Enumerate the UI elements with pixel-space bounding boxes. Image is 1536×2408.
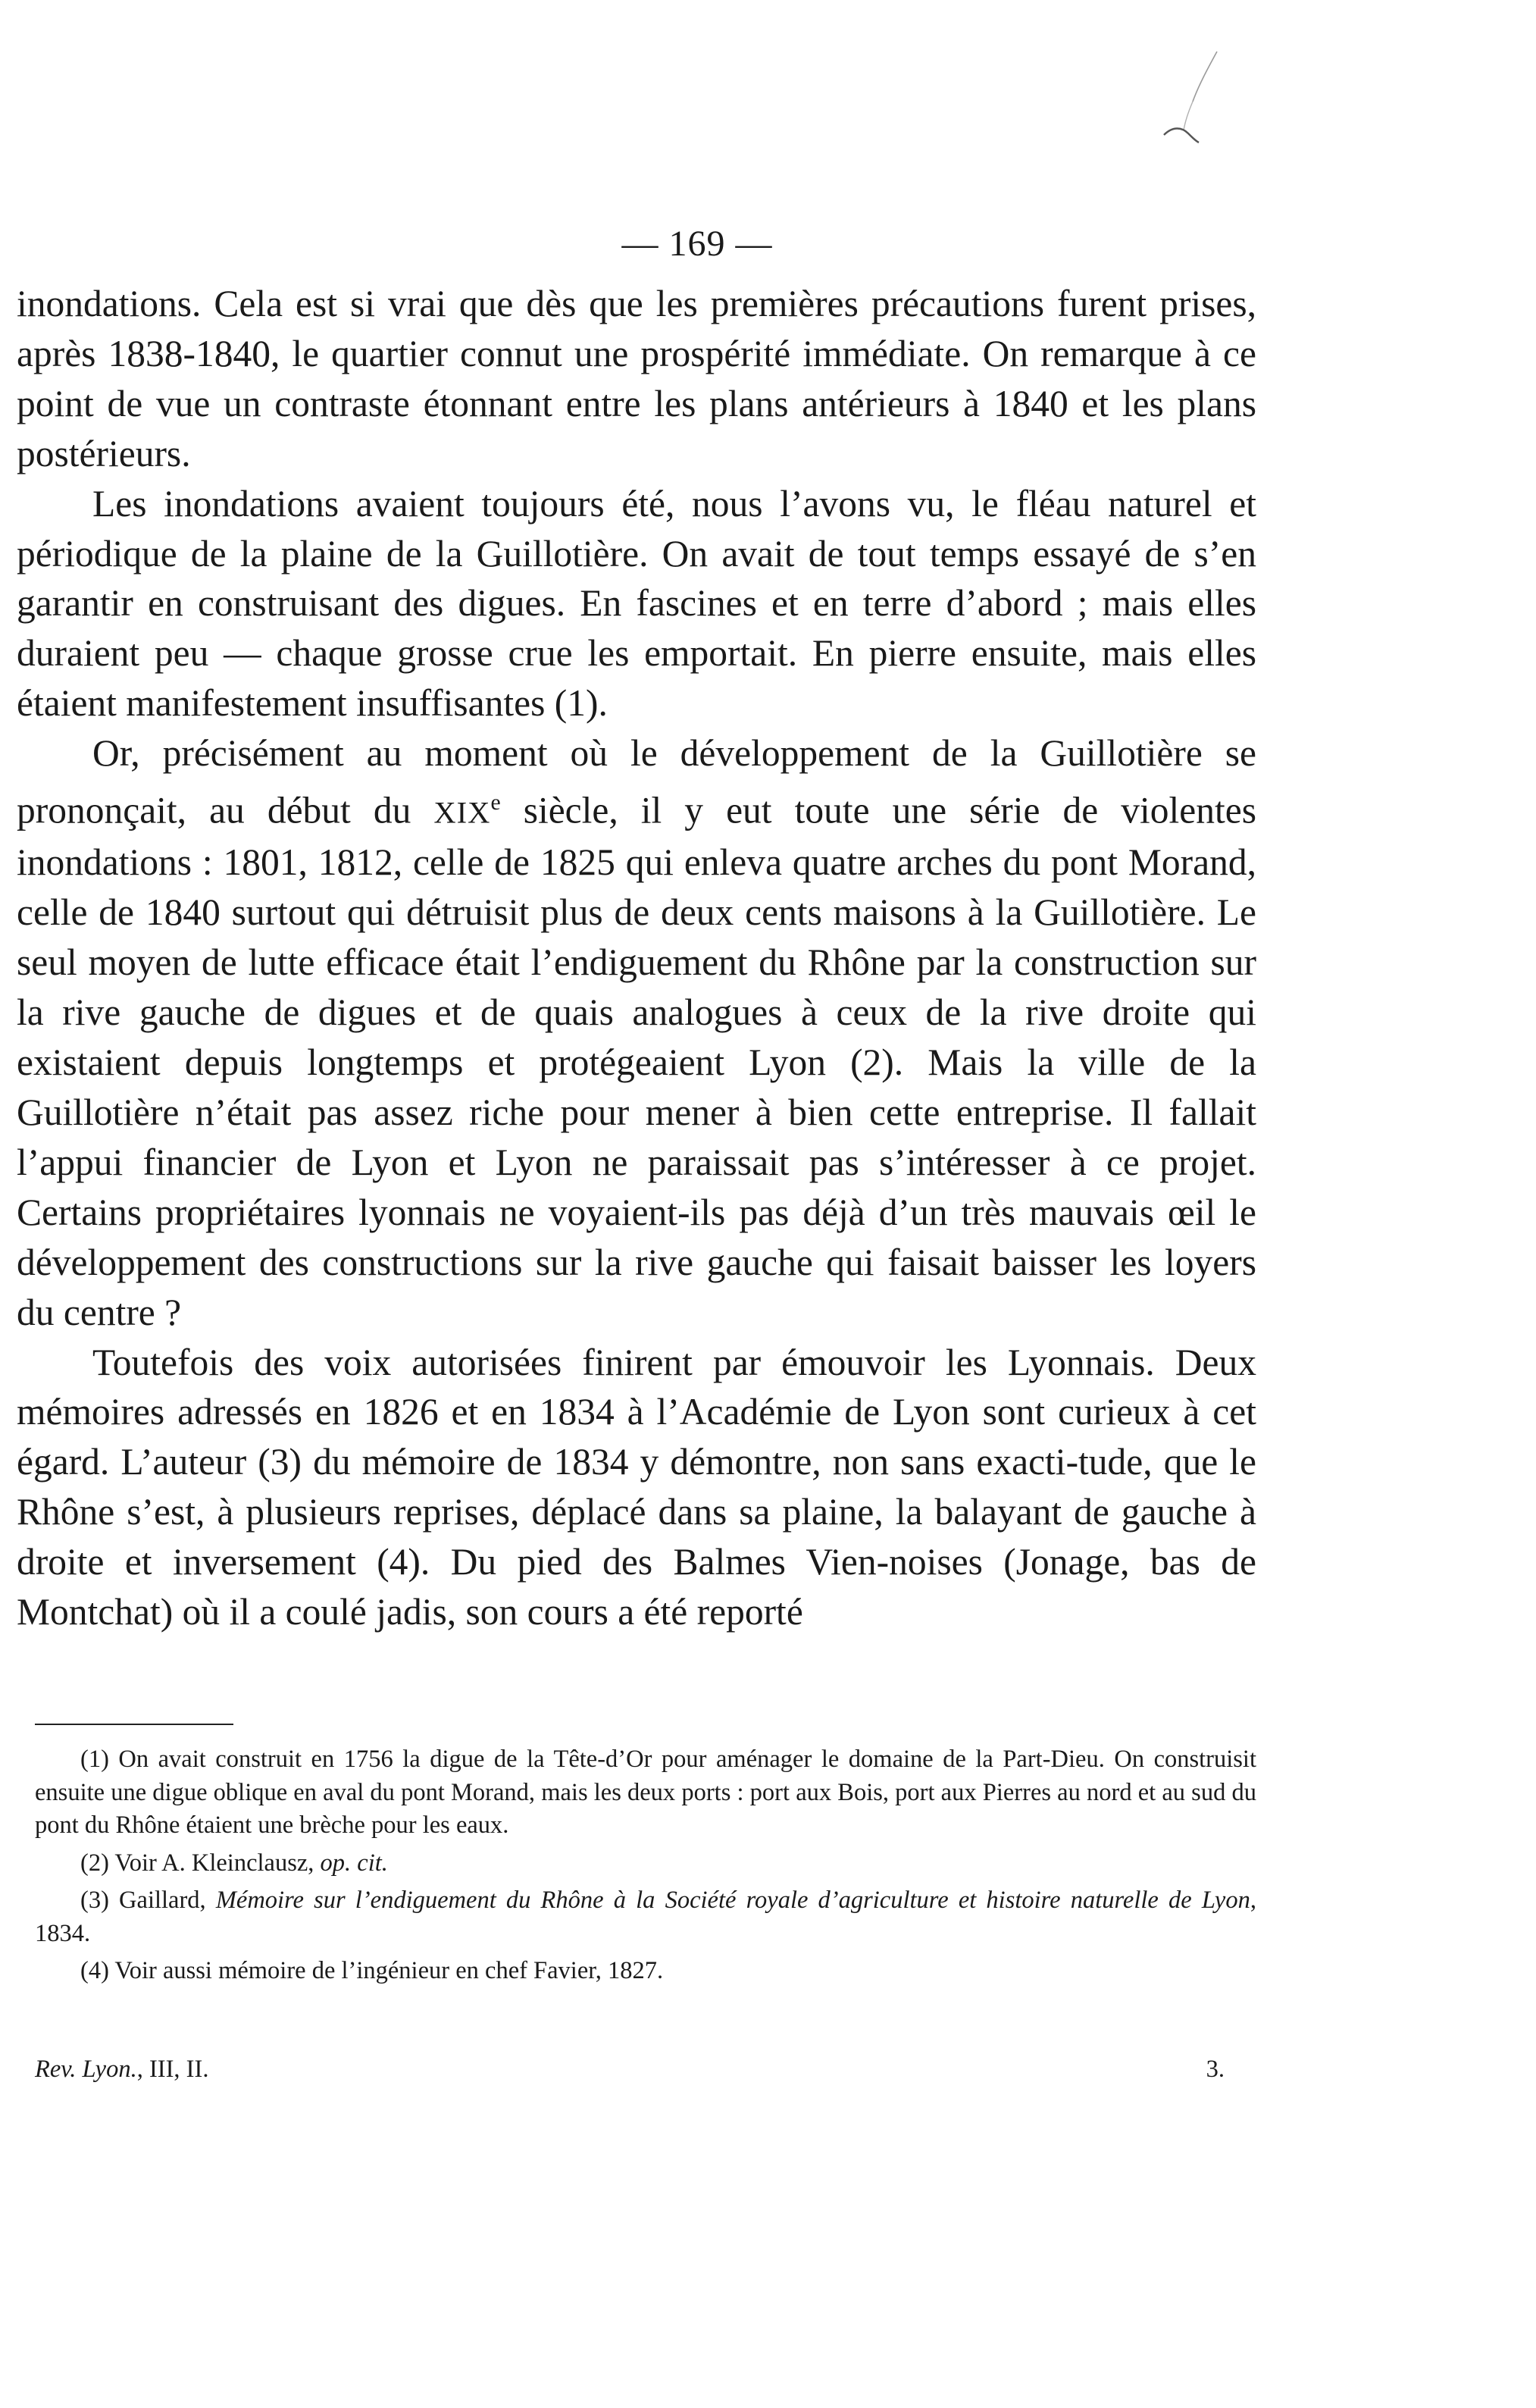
paragraph-2: Les inondations avaient toujours été, nous l’avons vu, le fléau naturel et périodique de la plaine de la Guillotière. On avait de tout temps essayé de s’en garantir en construisant des digues. En fascines et en terre d’abord ; mais elles duraient peu — chaque grosse crue les emportait. En pierre ensuite, mais elles étaient manifestement insuffisantes (1).: [17, 482, 1256, 725]
footnote-3-title: Mémoire sur l’endiguement du Rhône à la Société royale d’agriculture et histoire naturelle de Lyon: [215, 1887, 1250, 1914]
pencil-mark-icon: [1158, 45, 1226, 144]
paragraph-1: inondations. Cela est si vrai que dès que les premières précautions furent prises, après 1838-1840, le quartier connut une prospérité immédiate. On remarque à ce point de vue un contraste étonnant entre les plans antérieurs à 1840 et les plans postérieurs.: [17, 283, 1256, 474]
footnote-3: [35, 1884, 1256, 1950]
signature-mark: 3.: [1206, 2056, 1225, 2083]
footnote-3-year: , 1834.: [35, 1887, 1256, 1947]
footnote-separator: [35, 1724, 233, 1725]
paragraph-3-text-end: siècle, il y eut toute une série de violentes inondations : 1801, 1812, celle de 1825 qui enleva quatre arches du pont Morand, celle de 1840 surtout qui détruisit plus de deux cents maisons à la Guillotière. Le seul moyen de lutte efficace était l’endiguement du Rhône par la construction sur la rive gauche de digues et de quais analogues à ceux de la rive droite qui existaient depuis longtemps et protégeaient Lyon (2). Mais la ville de la Guillotière n’était pas assez riche pour mener à bien cette entreprise. Il fallait l’appui financier de Lyon et Lyon ne paraissait pas s’intéresser à ce projet. Certains propriétaires lyonnais ne voyaient-ils pas déjà d’un très mauvais œil le développement des constructions sur la rive gauche qui faisait baisser les loyers du centre ?: [17, 789, 1257, 1333]
footnote-1: (1) On avait construit en 1756 la digue de la Tête-d’Or pour aménager le domaine de la Part-Dieu. On construisit ensuite une digue oblique en aval du pont Morand, mais les deux ports : port aux Bois, port aux Pierres au nord et au sud du pont du Rhône étaient une brèche pour les eaux.: [35, 1746, 1256, 1839]
paragraph-4: Toutefois des voix autorisées finirent par émouvoir les Lyonnais. Deux mémoires adressés en 1826 et en 1834 à l’Académie de Lyon sont curieux à cet égard. L’auteur (3) du mémoire de 1834 y démontre, non sans exacti-tude, que le Rhône s’est, à plusieurs reprises, déplacé dans sa plaine, la balayant de gauche à droite et inversement (4). Du pied des Balmes Vien-noises (Jonage, bas de Montchat) où il a coulé jadis, son cours a été reporté: [17, 1341, 1256, 1633]
page-number: — 169 —: [621, 224, 773, 264]
footnote-4: (4) Voir aussi mémoire de l’ingénieur en chef Favier, 1827.: [80, 1957, 664, 1984]
footnote-3-text: (3) Gaillard,: [80, 1887, 216, 1914]
journal-abbreviation: Rev. Lyon.: [35, 2056, 137, 2083]
paragraph-3: [17, 728, 1256, 1337]
paragraph-3-text-start: Or, précisément au moment où le développement de la Guillotière se prononçait, au début du: [17, 732, 1256, 831]
footnote-2-italic: op. cit.: [320, 1849, 388, 1877]
page-footer: [35, 2053, 1225, 2086]
century-numeral: XIX: [433, 795, 491, 830]
footnote-2-text: (2) Voir A. Kleinclausz,: [80, 1849, 321, 1877]
body-text: [17, 279, 1256, 1637]
footnotes: [35, 1743, 1256, 1993]
journal-volume: , III, II.: [136, 2056, 209, 2083]
footnote-2: [35, 1847, 1256, 1880]
century-suffix: e: [490, 791, 501, 816]
